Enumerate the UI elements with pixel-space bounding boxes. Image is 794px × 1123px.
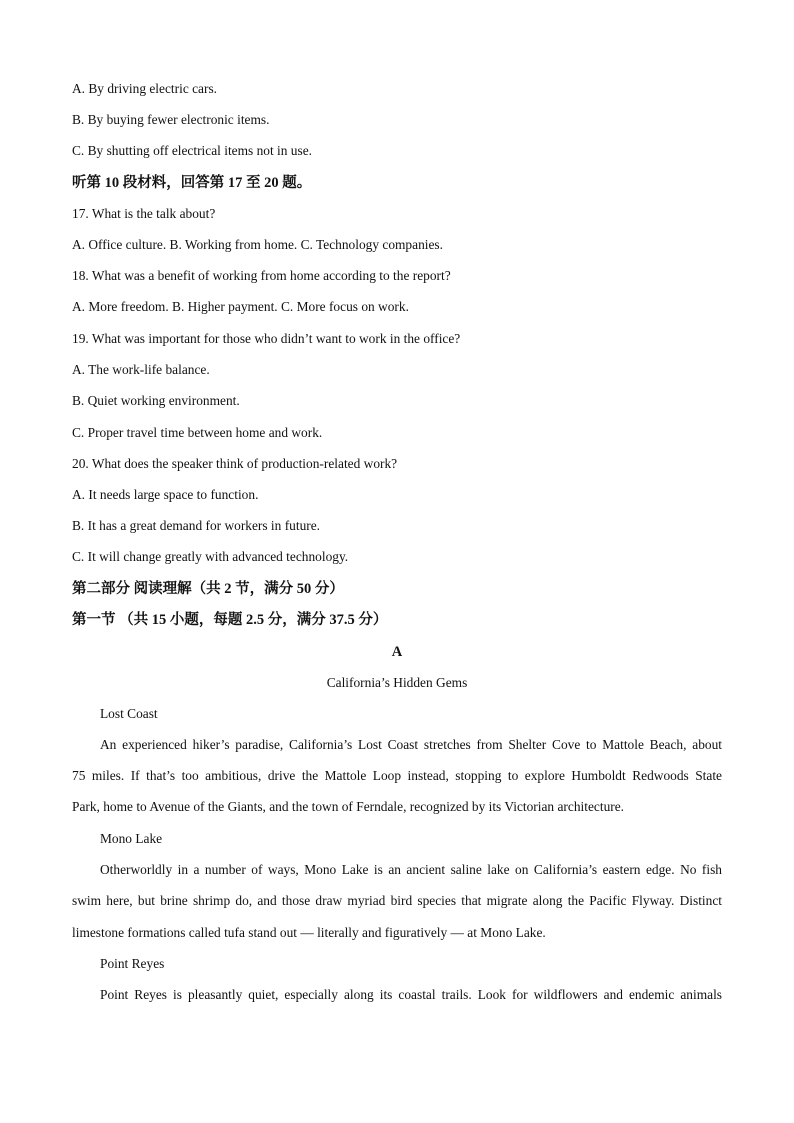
q17-options: A. Office culture. B. Working from home. C. Technology companies. xyxy=(72,237,443,252)
mono-lake-line-3: limestone formations called tufa stand out — literally and figuratively — at Mono Lake. xyxy=(72,925,546,940)
q19-question: 19. What was important for those who didn’t want to work in the office? xyxy=(72,331,461,346)
passage-letter: A xyxy=(391,644,403,660)
q19-option-b: B. Quiet working environment. xyxy=(72,393,240,408)
q16-option-b: B. By buying fewer electronic items. xyxy=(72,112,270,127)
lost-coast-line-3: Park, home to Avenue of the Giants, and the town of Ferndale, recognized by its Victorian architecture. xyxy=(72,799,625,814)
q20-question: 20. What does the speaker think of production-related work? xyxy=(72,456,398,471)
section1-heading: 第一节 （共 15 小题，每题 2.5 分，满分 37.5 分） xyxy=(72,612,388,628)
mono-lake-heading: Mono Lake xyxy=(100,831,163,846)
point-reyes-line-1: Point Reyes is pleasantly quiet, especially along its coastal trails. Look for wildflowers and endemic animals xyxy=(100,987,722,1002)
passage-title: California’s Hidden Gems xyxy=(326,675,468,690)
q18-options: A. More freedom. B. Higher payment. C. More focus on work. xyxy=(72,299,409,314)
point-reyes-heading: Point Reyes xyxy=(100,956,165,971)
part2-heading: 第二部分 阅读理解（共 2 节，满分 50 分） xyxy=(72,581,344,597)
q19-option-a: A. The work-life balance. xyxy=(72,362,210,377)
q20-option-a: A. It needs large space to function. xyxy=(72,487,259,502)
q18-question: 18. What was a benefit of working from home according to the report? xyxy=(72,268,451,283)
lost-coast-line-1: An experienced hiker’s paradise, California’s Lost Coast stretches from Shelter Cove to Mattole Beach, about xyxy=(100,737,722,752)
q19-option-c: C. Proper travel time between home and work. xyxy=(72,425,323,440)
lost-coast-line-2: 75 miles. If that’s too ambitious, drive the Mattole Loop instead, stopping to explore Humboldt Redwoods State xyxy=(72,768,722,783)
mono-lake-line-2: swim here, but brine shrimp do, and those draw myriad bird species that migrate along the Pacific Flyway. Distinct xyxy=(72,893,722,908)
q16-option-a: A. By driving electric cars. xyxy=(72,81,218,96)
q17-question: 17. What is the talk about? xyxy=(72,206,216,221)
q16-option-c: C. By shutting off electrical items not in use. xyxy=(72,143,313,158)
section10-heading: 听第 10 段材料，回答第 17 至 20 题。 xyxy=(72,175,312,191)
mono-lake-line-1: Otherworldly in a number of ways, Mono Lake is an ancient saline lake on California’s eastern edge. No fish xyxy=(100,862,722,877)
lost-coast-heading: Lost Coast xyxy=(100,706,158,721)
q20-option-b: B. It has a great demand for workers in future. xyxy=(72,518,321,533)
q20-option-c: C. It will change greatly with advanced technology. xyxy=(72,549,349,564)
